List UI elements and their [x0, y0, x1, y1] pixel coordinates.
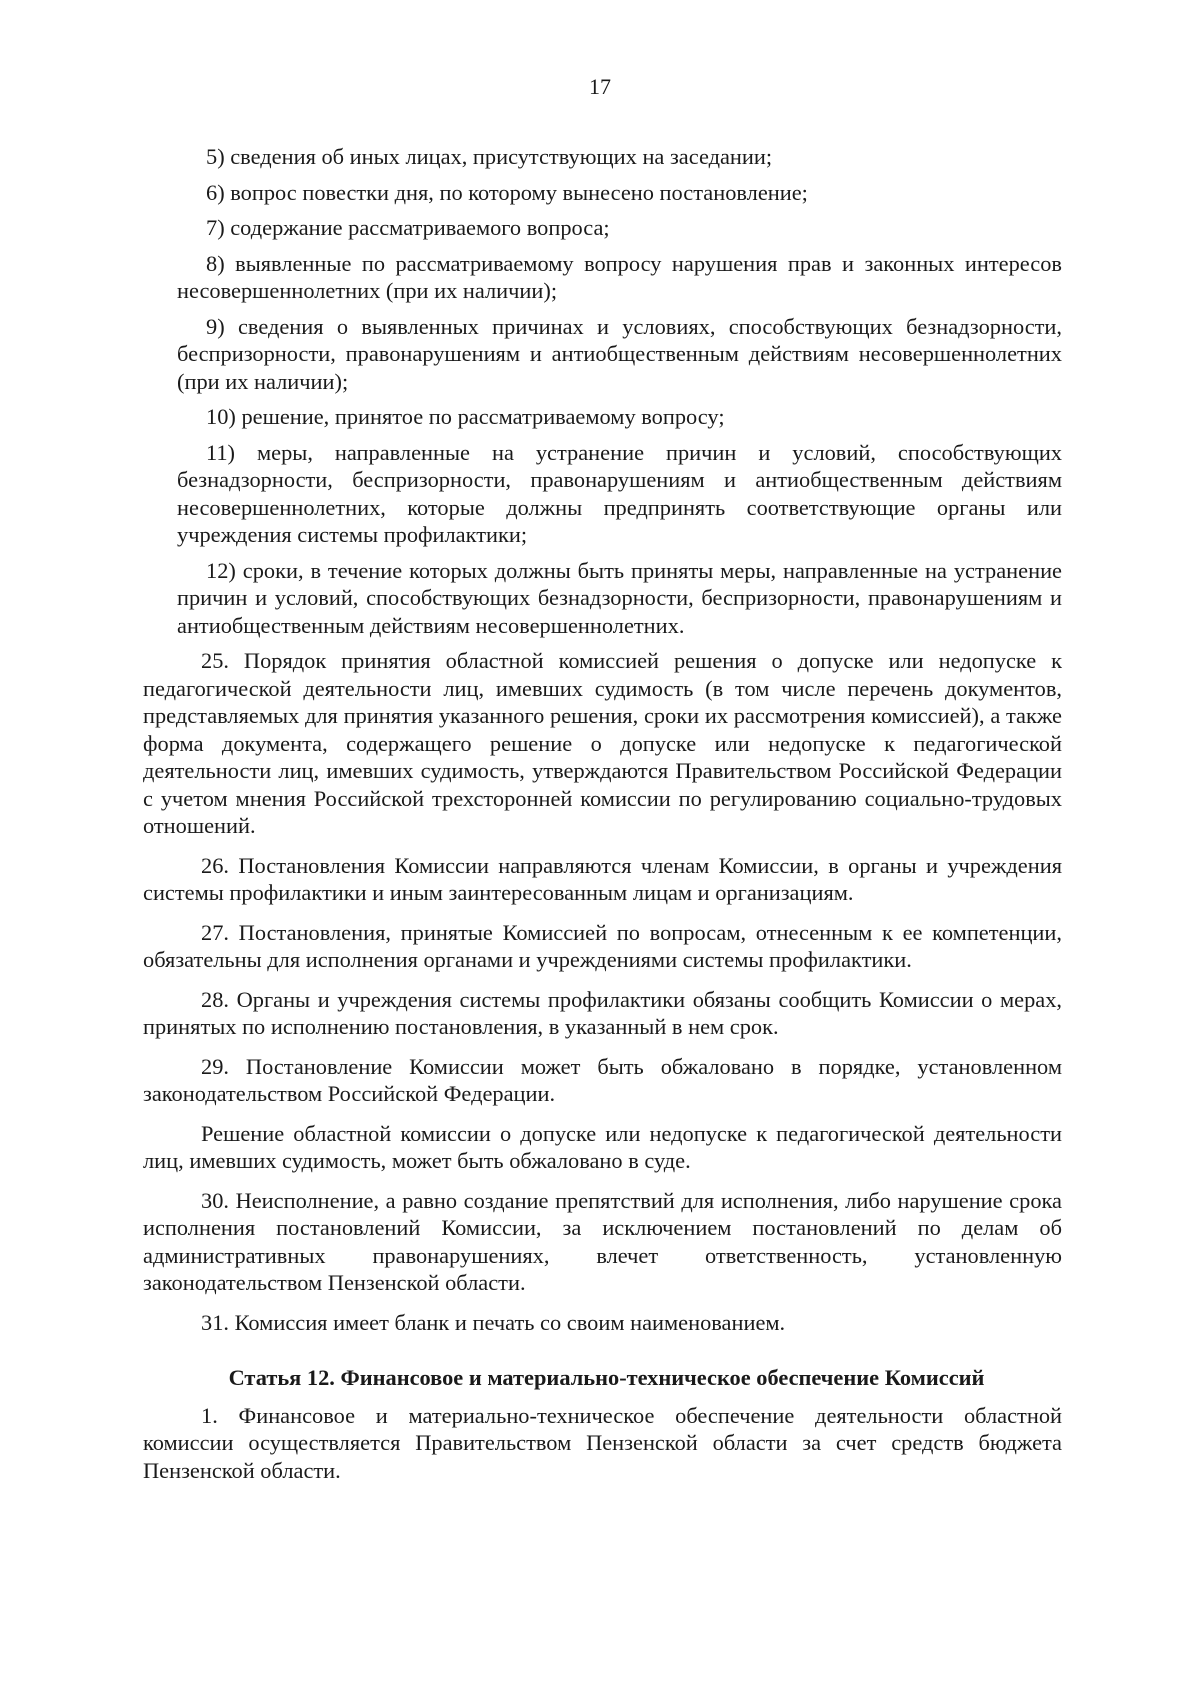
- list-item: 8) выявленные по рассматриваемому вопросу нарушения прав и законных интересов несовершеннолетних (при их наличии);: [177, 250, 1062, 303]
- article-12-body: [143, 1402, 1062, 1485]
- paragraph-27: 27. Постановления, принятые Комиссией по вопросам, отнесенным к ее компетенции, обязательны для исполнения органами и учреждениями системы профилактики.: [143, 919, 1062, 972]
- list-item: 10) решение, принятое по рассматриваемому вопросу;: [206, 404, 725, 429]
- list-item: 12) сроки, в течение которых должны быть приняты меры, направленные на устранение причин и условий, способствующих безнадзорности, беспризорности, правонарушениям и антиобщественным действиям несовершеннолетних.: [177, 557, 1062, 638]
- protocol-contents-list: [177, 143, 1062, 639]
- list-item: 7) содержание рассматриваемого вопроса;: [206, 215, 610, 240]
- page-number: 17: [589, 74, 611, 99]
- paragraph-28: 28. Органы и учреждения системы профилактики обязаны сообщить Комиссии о мерах, принятых по исполнению постановления, в указанный в нем срок.: [143, 986, 1062, 1039]
- list-item: 9) сведения о выявленных причинах и условиях, способствующих безнадзорности, беспризорности, правонарушениям и антиобщественным действиям несовершеннолетних (при их наличии);: [177, 313, 1062, 394]
- paragraph-29-appeal: Решение областной комиссии о допуске или недопуске к педагогической деятельности лиц, имевших судимость, может быть обжаловано в суде.: [143, 1120, 1062, 1173]
- paragraph-30: 30. Неисполнение, а равно создание препятствий для исполнения, либо нарушение срока исполнения постановлений Комиссии, за исключением постановлений по делам об административных правонарушениях, влечет ответственность, установленную законодательством Пензенской области.: [143, 1187, 1062, 1295]
- list-item: 5) сведения об иных лицах, присутствующих на заседании;: [206, 144, 773, 169]
- main-paragraphs: [143, 647, 1062, 1336]
- article-12-heading: Статья 12. Финансовое и материально-техническое обеспечение Комиссий: [228, 1365, 985, 1390]
- list-item: 11) меры, направленные на устранение причин и условий, способствующих безнадзорности, беспризорности, правонарушениям и антиобщественным действиям несовершеннолетних, которые должны предпринять соответствующие органы или учреждения системы профилактики;: [177, 439, 1062, 547]
- paragraph-31: 31. Комиссия имеет бланк и печать со своим наименованием.: [201, 1309, 786, 1335]
- paragraph-26: 26. Постановления Комиссии направляются членам Комиссии, в органы и учреждения системы профилактики и иным заинтересованным лицам и организациям.: [143, 852, 1062, 905]
- paragraph-25: 25. Порядок принятия областной комиссией решения о допуске или недопуске к педагогической деятельности лиц, имевших судимость (в том числе перечень документов, представляемых для принятия указанного решения, сроки их рассмотрения комиссией), а также форма документа, содержащего решение о допуске или недопуске к педагогической деятельности лиц, имевших судимость, утверждаются Правительством Российской Федерации с учетом мнения Российской трехсторонней комиссии по регулированию социально-трудовых отношений.: [143, 648, 1062, 838]
- article-12-paragraph-1: 1. Финансовое и материально-техническое обеспечение деятельности областной комиссии осуществляется Правительством Пензенской области за счет средств бюджета Пензенской области.: [143, 1402, 1062, 1483]
- list-item: 6) вопрос повестки дня, по которому вынесено постановление;: [206, 179, 808, 205]
- document-body: [143, 143, 1062, 1496]
- paragraph-29: 29. Постановление Комиссии может быть обжаловано в порядке, установленном законодательством Российской Федерации.: [143, 1053, 1062, 1106]
